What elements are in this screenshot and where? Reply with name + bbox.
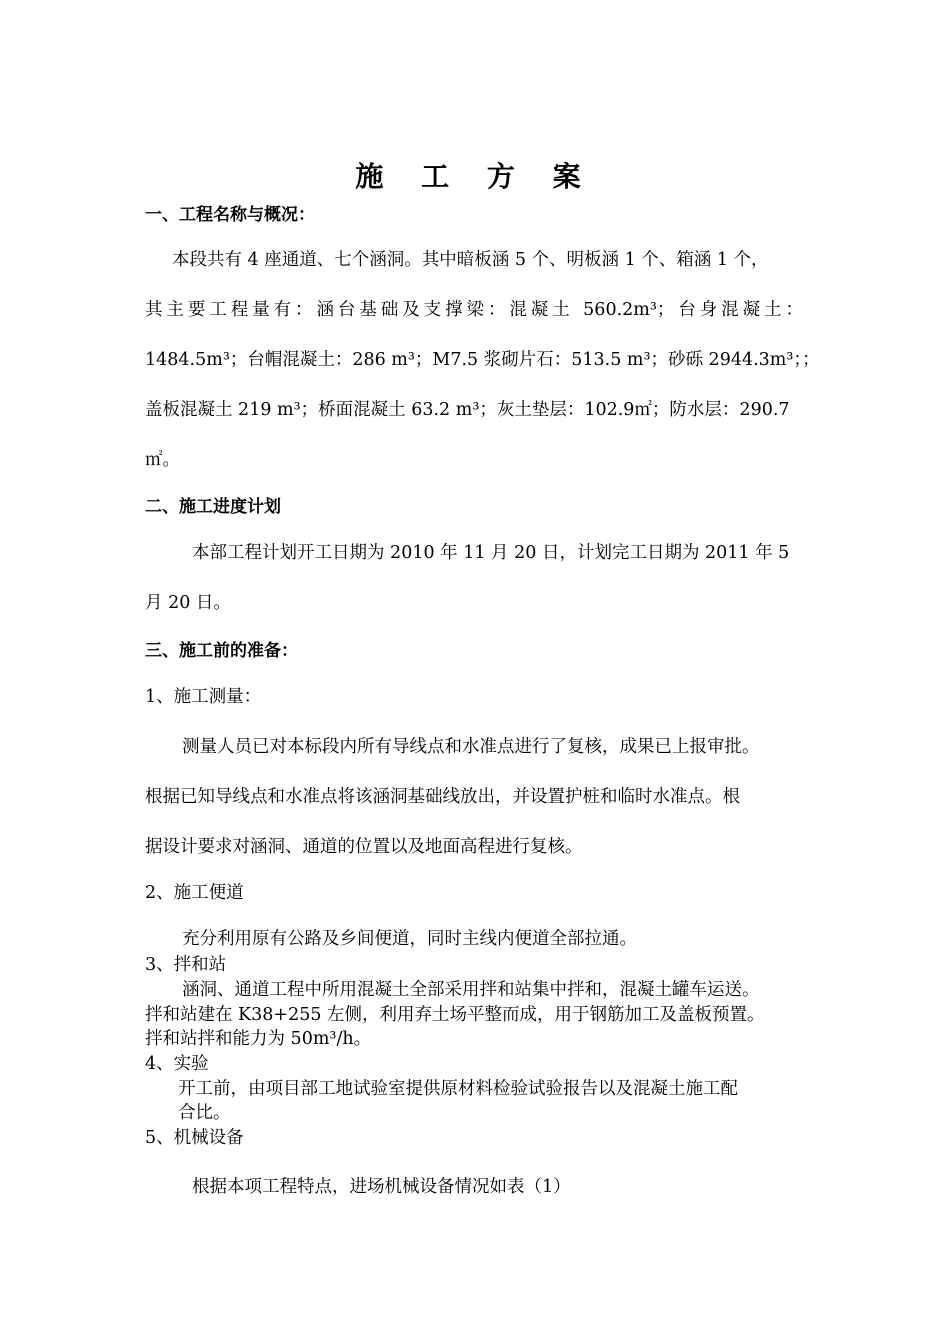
item-survey-title: 1、施工测量： <box>145 687 262 707</box>
item-mixing-line-2: 拌和站建在 K38+255 左侧，利用弃土场平整而成，用于钢筋加工及盖板预置。 <box>145 1005 765 1025</box>
overview-line-5: ㎡。 <box>145 450 180 470</box>
item-test-line-1: 开工前，由项目部工地试验室提供原材料检验试验报告以及混凝土施工配 <box>178 1079 738 1099</box>
item-mixing-title: 3、拌和站 <box>145 955 227 975</box>
item-road-line-1: 充分利用原有公路及乡间便道，同时主线内便道全部拉通。 <box>182 929 637 949</box>
item-survey-line-1: 测量人员已对本标段内所有导线点和水准点进行了复核，成果已上报审批。 <box>182 737 760 757</box>
overview-line-2: 其主要工程量有：涵台基础及支撑梁：混凝土 560.2m³；台身混凝土： <box>145 300 803 320</box>
item-road-title: 2、施工便道 <box>145 883 244 903</box>
item-equipment-title: 5、机械设备 <box>145 1128 244 1148</box>
section-heading-overview: 一、工程名称与概况： <box>145 205 315 225</box>
schedule-line-1: 本部工程计划开工日期为 2010 年 11 月 20 日，计划完工日期为 2011 年 5 <box>192 543 790 563</box>
item-test-title: 4、实验 <box>145 1054 209 1074</box>
overview-line-1: 本段共有 4 座通道、七个涵洞。其中暗板涵 5 个、明板涵 1 个、箱涵 1 个， <box>172 250 769 270</box>
item-mixing-line-3: 拌和站拌和能力为 50m³/h。 <box>145 1029 372 1049</box>
section-heading-preparation: 三、施工前的准备： <box>145 641 298 661</box>
item-mixing-line-1: 涵洞、通道工程中所用混凝土全部采用拌和站集中拌和，混凝土罐车运送。 <box>182 980 760 1000</box>
schedule-line-2: 月 20 日。 <box>145 593 231 613</box>
section-heading-schedule: 二、施工进度计划 <box>145 497 281 517</box>
page-title: 施 工 方 案 <box>355 160 595 193</box>
overview-line-3: 1484.5m³；台帽混凝土：286 m³；M7.5 浆砌片石：513.5 m³；砂砾 2944.3m³；； <box>145 350 820 370</box>
item-survey-line-2: 根据已知导线点和水准点将该涵洞基础线放出，并设置护桩和临时水准点。根 <box>145 787 740 807</box>
item-equipment-line-1: 根据本项工程特点，进场机械设备情况如表（1） <box>192 1177 571 1197</box>
overview-line-4: 盖板混凝土 219 m³；桥面混凝土 63.2 m³；灰土垫层：102.9㎡；防水层：290.7 <box>145 400 790 420</box>
item-test-line-2: 合比。 <box>178 1103 231 1123</box>
item-survey-line-3: 据设计要求对涵洞、通道的位置以及地面高程进行复核。 <box>145 837 583 857</box>
